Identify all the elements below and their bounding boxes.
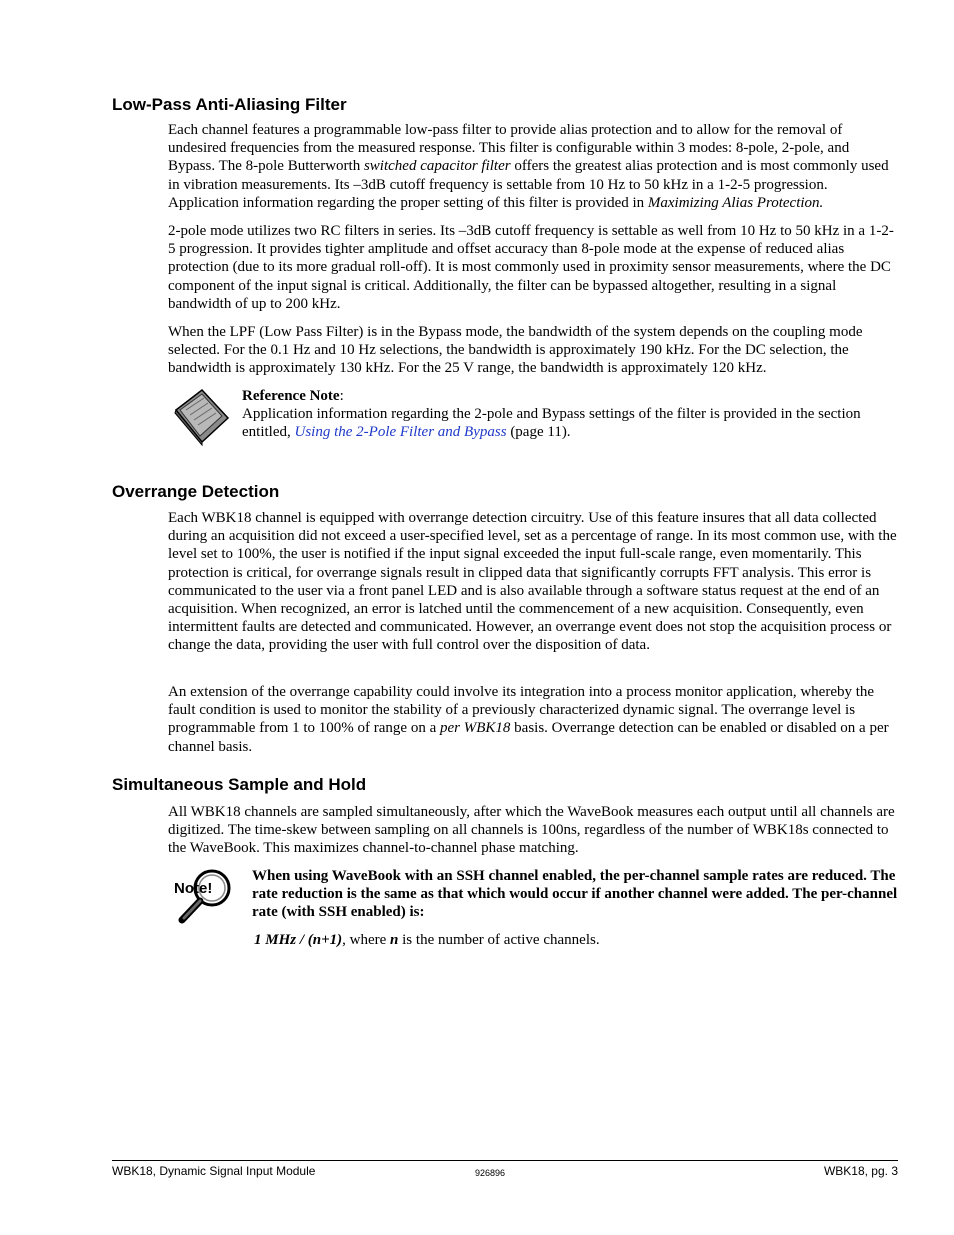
reference-note bbox=[242, 387, 902, 442]
ssh-formula: 1 MHz / (n+1) bbox=[254, 932, 343, 948]
overrange-p2-text-a: An extension of the overrange capability could involve its integration into a process monitor application, whereby the fault condition is used to monitor the stability of a previously characterized dynamic signal. The overrange level is programmable from 1 to 100% of range on a bbox=[168, 684, 875, 737]
overrange-p2-italic: per WBK18 bbox=[440, 720, 511, 737]
lpf-paragraph-3: When the LPF (Low Pass Filter) is in the Bypass mode, the bandwidth of the system depends on the coupling mode selected. For the 0.1 Hz and 10 Hz selections, the bandwidth is approximately 190 kHz. For the DC selection, the bandwidth is approximately 130 kHz. For the 25 V range, the bandwidth is approximately 120 kHz. bbox=[168, 324, 863, 377]
ssh-note-bold-text: When using WaveBook with an SSH channel enabled, the per-channel sample rates are reduced. The rate reduction is the same as that which would occur if another channel were added. The per-channel rate (with SSH enabled) is: bbox=[252, 868, 898, 921]
reference-note-colon: : bbox=[339, 388, 344, 404]
note-icon-text: Note! bbox=[174, 880, 213, 897]
reference-link-2pole-bypass[interactable]: Using the 2-Pole Filter and Bypass bbox=[294, 424, 507, 441]
note-magnifier-icon bbox=[172, 866, 236, 926]
lpf-p1-text-c: offers the greatest alias protection and is most commonly used in vibration measurements. Its –3dB cutoff frequency is settable from 10 Hz to 50 kHz in a 1-2-5 progression. Application information regarding the proper setting of this filter is provided in bbox=[168, 158, 889, 211]
overrange-p2-text-c: basis. Overrange detection can be enabled or disabled on a per channel basis. bbox=[168, 720, 889, 755]
overrange-paragraph-2 bbox=[168, 683, 900, 756]
ssh-formula-end: is the number of active channels. bbox=[398, 932, 600, 948]
section-heading-overrange: Overrange Detection bbox=[112, 482, 280, 501]
book-icon bbox=[172, 388, 232, 446]
ssh-formula-n: n bbox=[390, 932, 399, 948]
lpf-p1-italic-switched: switched capacitor filter bbox=[363, 158, 511, 175]
footer-rule bbox=[112, 1160, 898, 1161]
footer-right: WBK18, pg. 3 bbox=[823, 1164, 898, 1178]
ssh-paragraph-1: All WBK18 channels are sampled simultaneously, after which the WaveBook measures each output until all channels are digitized. The time-skew between sampling on all channels is 100ns, regardless of the number of WBK18s connected to the WaveBook. This maximizes channel-to-channel phase matching. bbox=[168, 804, 895, 857]
section-heading-lpf: Low-Pass Anti-Aliasing Filter bbox=[112, 95, 347, 114]
reference-note-title: Reference Note bbox=[242, 388, 340, 404]
lpf-paragraph-2: 2-pole mode utilizes two RC filters in series. Its –3dB cutoff frequency is settable as well from 10 Hz to 50 kHz in a 1-2-5 progression. It provides tighter amplitude and offset accuracy than 8-pole mode at the expense of reduced alias protection (due to its more gradual roll-off). It is most commonly used in proximity sensor measurements, where the DC component of the input signal is critical. Additionally, the filter can be bypassed altogether, resulting in a signal bandwidth of up to 200 kHz. bbox=[168, 223, 894, 312]
lpf-paragraph-1 bbox=[168, 121, 900, 212]
reference-note-text-a: Application information regarding the 2-pole and Bypass settings of the filter is provided in the section entitled, bbox=[242, 406, 861, 441]
ssh-note-bold bbox=[252, 867, 902, 922]
section-heading-ssh: Simultaneous Sample and Hold bbox=[112, 775, 367, 794]
footer-left: WBK18, Dynamic Signal Input Module bbox=[112, 1164, 316, 1178]
lpf-p1-italic-ref: Maximizing Alias Protection. bbox=[647, 194, 824, 211]
lpf-p1-text-a: Each channel features a programmable low-pass filter to provide alias protection and to allow for the removal of undesired frequencies from the measured response. This filter is configurable within 3 modes: 8-pole, 2-pole, and Bypass. The 8-pole Butterworth bbox=[168, 122, 850, 175]
ssh-formula-mid: , where bbox=[342, 932, 391, 948]
overrange-paragraph-1: Each WBK18 channel is equipped with overrange detection circuitry. Use of this feature insures that all data collected during an acquisition did not exceed a user-specified level, set as a percentage of range. In its most common use, with the level set to 100%, the user is notified if the input signal exceeded the input full-scale range, even momentarily. This protection is critical, for overrange signals result in clipped data that significantly corrupts FFT analysis. This error is communicated to the user via a front panel LED and is also available through a software status request at the end of an acquisition. When recognized, an error is latched until the commencement of a new acquisition. Consequently, even intermittent faults are detected and communicated. However, an overrange event does not stop the acquisition process or change the data, providing the user with full control over the disposition of data. bbox=[168, 510, 897, 654]
footer-center: 926896 bbox=[475, 1168, 506, 1178]
ssh-formula-line bbox=[254, 931, 894, 949]
reference-note-text-b: (page 11). bbox=[506, 424, 571, 441]
